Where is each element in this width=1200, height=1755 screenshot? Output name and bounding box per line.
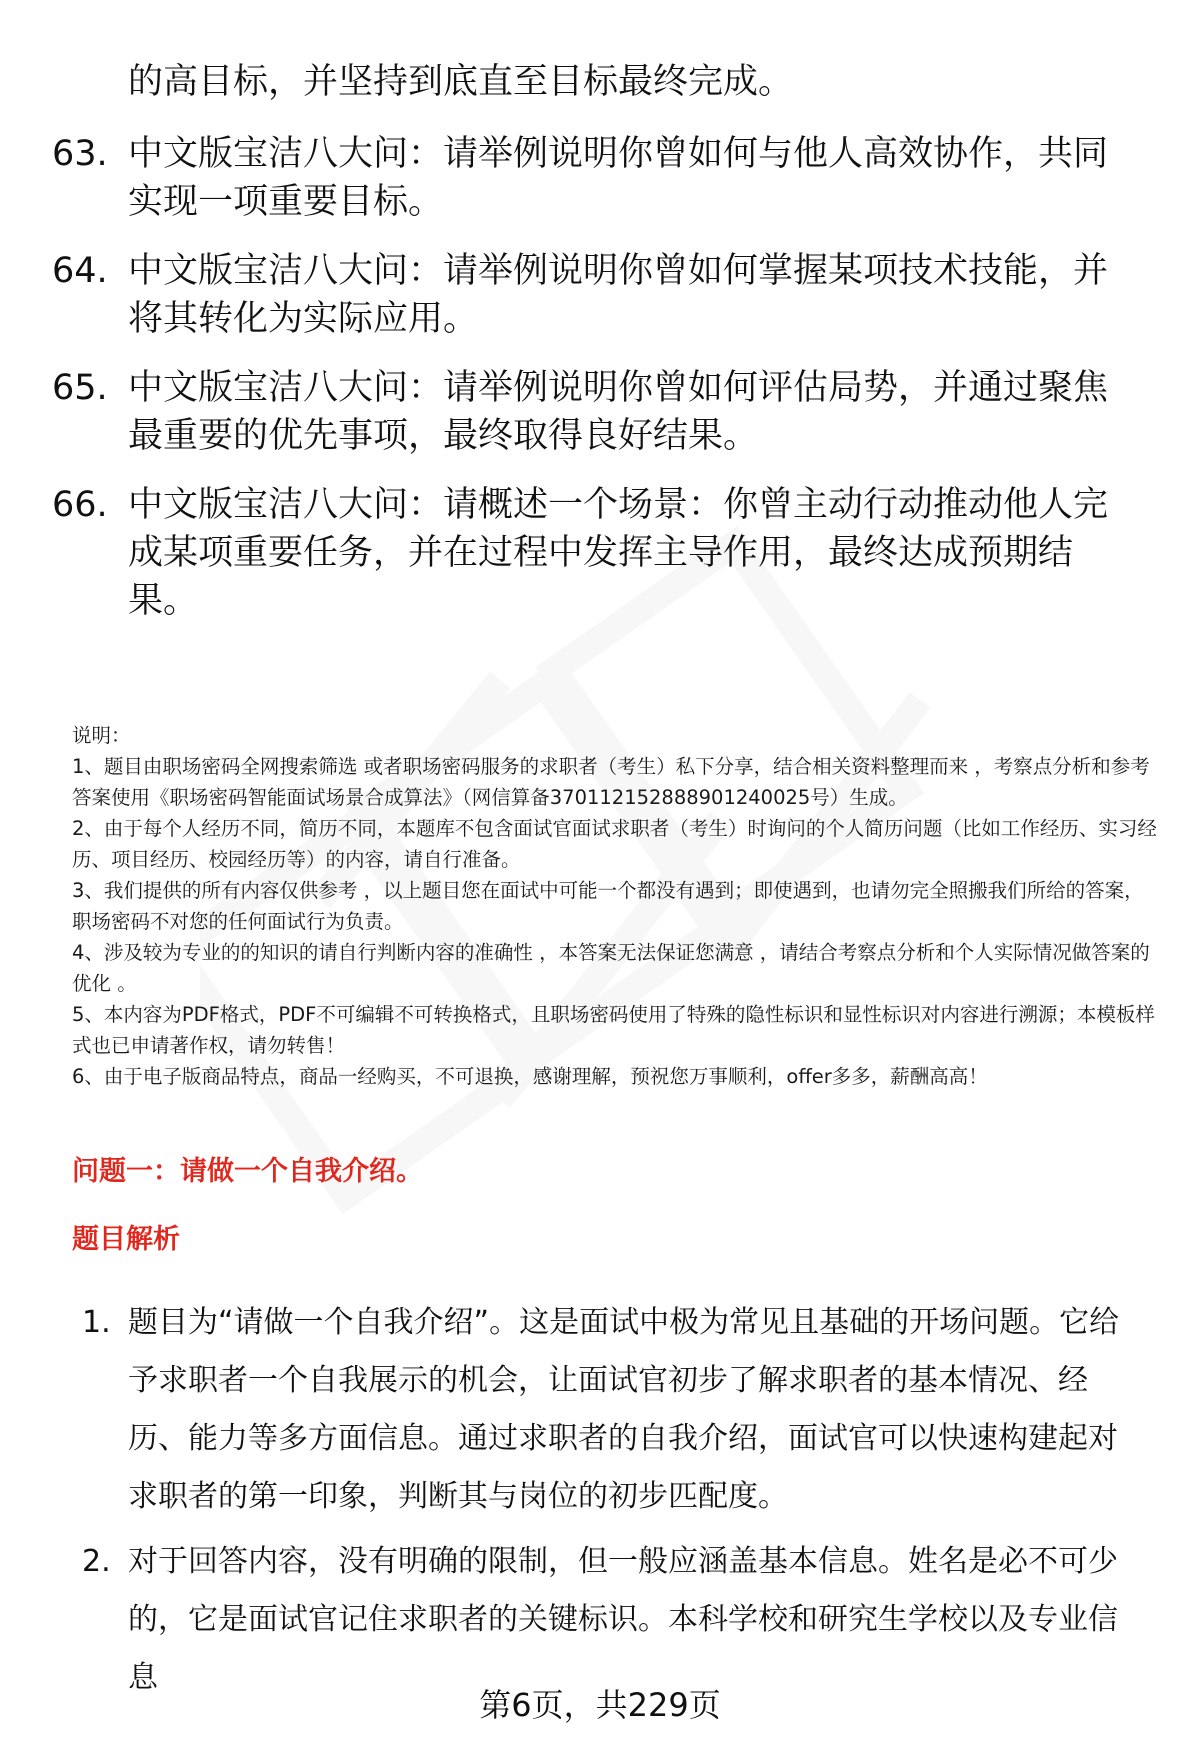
question-item <box>52 130 1152 226</box>
analysis-number: 1. <box>82 1305 111 1340</box>
note-item: 1、题目由职场密码全网搜索筛选 或者职场密码服务的求职者（考生）私下分享，结合相关资料整理而来 ，考察点分析和参考答案使用《职场密码智能面试场景合成算法》（网信算备370112152888901240025号）生成。 <box>72 755 1150 809</box>
question-number: 66. <box>52 485 108 525</box>
question-number: 63. <box>52 134 108 174</box>
question-item <box>52 364 1152 460</box>
question-item <box>52 481 1152 625</box>
page-footer: 第6页，共229页 <box>479 1686 721 1724</box>
analysis-number: 2. <box>82 1544 111 1579</box>
analysis-item <box>82 1294 1162 1526</box>
question-text: 中文版宝洁八大问：请概述一个场景：你曾主动行动推动他人完成某项重要任务，并在过程中发挥主导作用，最终达成预期结果。 <box>128 485 1109 621</box>
question-text: 中文版宝洁八大问：请举例说明你曾如何与他人高效协作，共同实现一项重要目标。 <box>128 134 1109 222</box>
continuation-line: 的高目标，并坚持到底直至目标最终完成。 <box>128 62 794 102</box>
analysis-heading: 题目解析 <box>72 1224 180 1255</box>
note-item: 4、涉及较为专业的的知识的请自行判断内容的准确性 ，本答案无法保证您满意 ，请结合考察点分析和个人实际情况做答案的优化 。 <box>72 941 1150 995</box>
question-heading: 问题一：请做一个自我介绍。 <box>72 1156 423 1187</box>
question-text: 中文版宝洁八大问：请举例说明你曾如何掌握某项技术技能，并将其转化为实际应用。 <box>128 251 1109 339</box>
analysis-text: 对于回答内容，没有明确的限制，但一般应涵盖基本信息。姓名是必不可少的，它是面试官记住求职者的关键标识。本科学校和研究生学校以及专业信息 <box>128 1544 1118 1695</box>
note-item: 6、由于电子版商品特点，商品一经购买，不可退换，感谢理解，预祝您万事顺利，offer多多，薪酬高高！ <box>72 1065 988 1088</box>
analysis-item <box>82 1533 1162 1707</box>
question-item <box>52 247 1152 343</box>
question-number: 65. <box>52 368 108 408</box>
analysis-text: 题目为“请做一个自我介绍”。这是面试中极为常见且基础的开场问题。它给予求职者一个自我展示的机会，让面试官初步了解求职者的基本情况、经历、能力等多方面信息。通过求职者的自我介绍，面试官可以快速构建起对求职者的第一印象，判断其与岗位的初步匹配度。 <box>128 1305 1120 1514</box>
notes-section <box>72 720 1157 1092</box>
note-item: 5、本内容为PDF格式，PDF不可编辑不可转换格式，且职场密码使用了特殊的隐性标识和显性标识对内容进行溯源；本模板样式也已申请著作权，请勿转售！ <box>72 1003 1155 1057</box>
notes-title: 说明： <box>72 724 131 747</box>
note-item: 3、我们提供的所有内容仅供参考 ，以上题目您在面试中可能一个都没有遇到；即使遇到，也请勿完全照搬我们所给的答案，职场密码不对您的任何面试行为负责。 <box>72 879 1144 933</box>
note-item: 2、由于每个人经历不同，简历不同，本题库不包含面试官面试求职者（考生）时询问的个人简历问题（比如工作经历、实习经历、项目经历、校园经历等）的内容，请自行准备。 <box>72 817 1157 871</box>
question-text: 中文版宝洁八大问：请举例说明你曾如何评估局势，并通过聚焦最重要的优先事项，最终取得良好结果。 <box>128 368 1109 456</box>
question-number: 64. <box>52 251 108 291</box>
